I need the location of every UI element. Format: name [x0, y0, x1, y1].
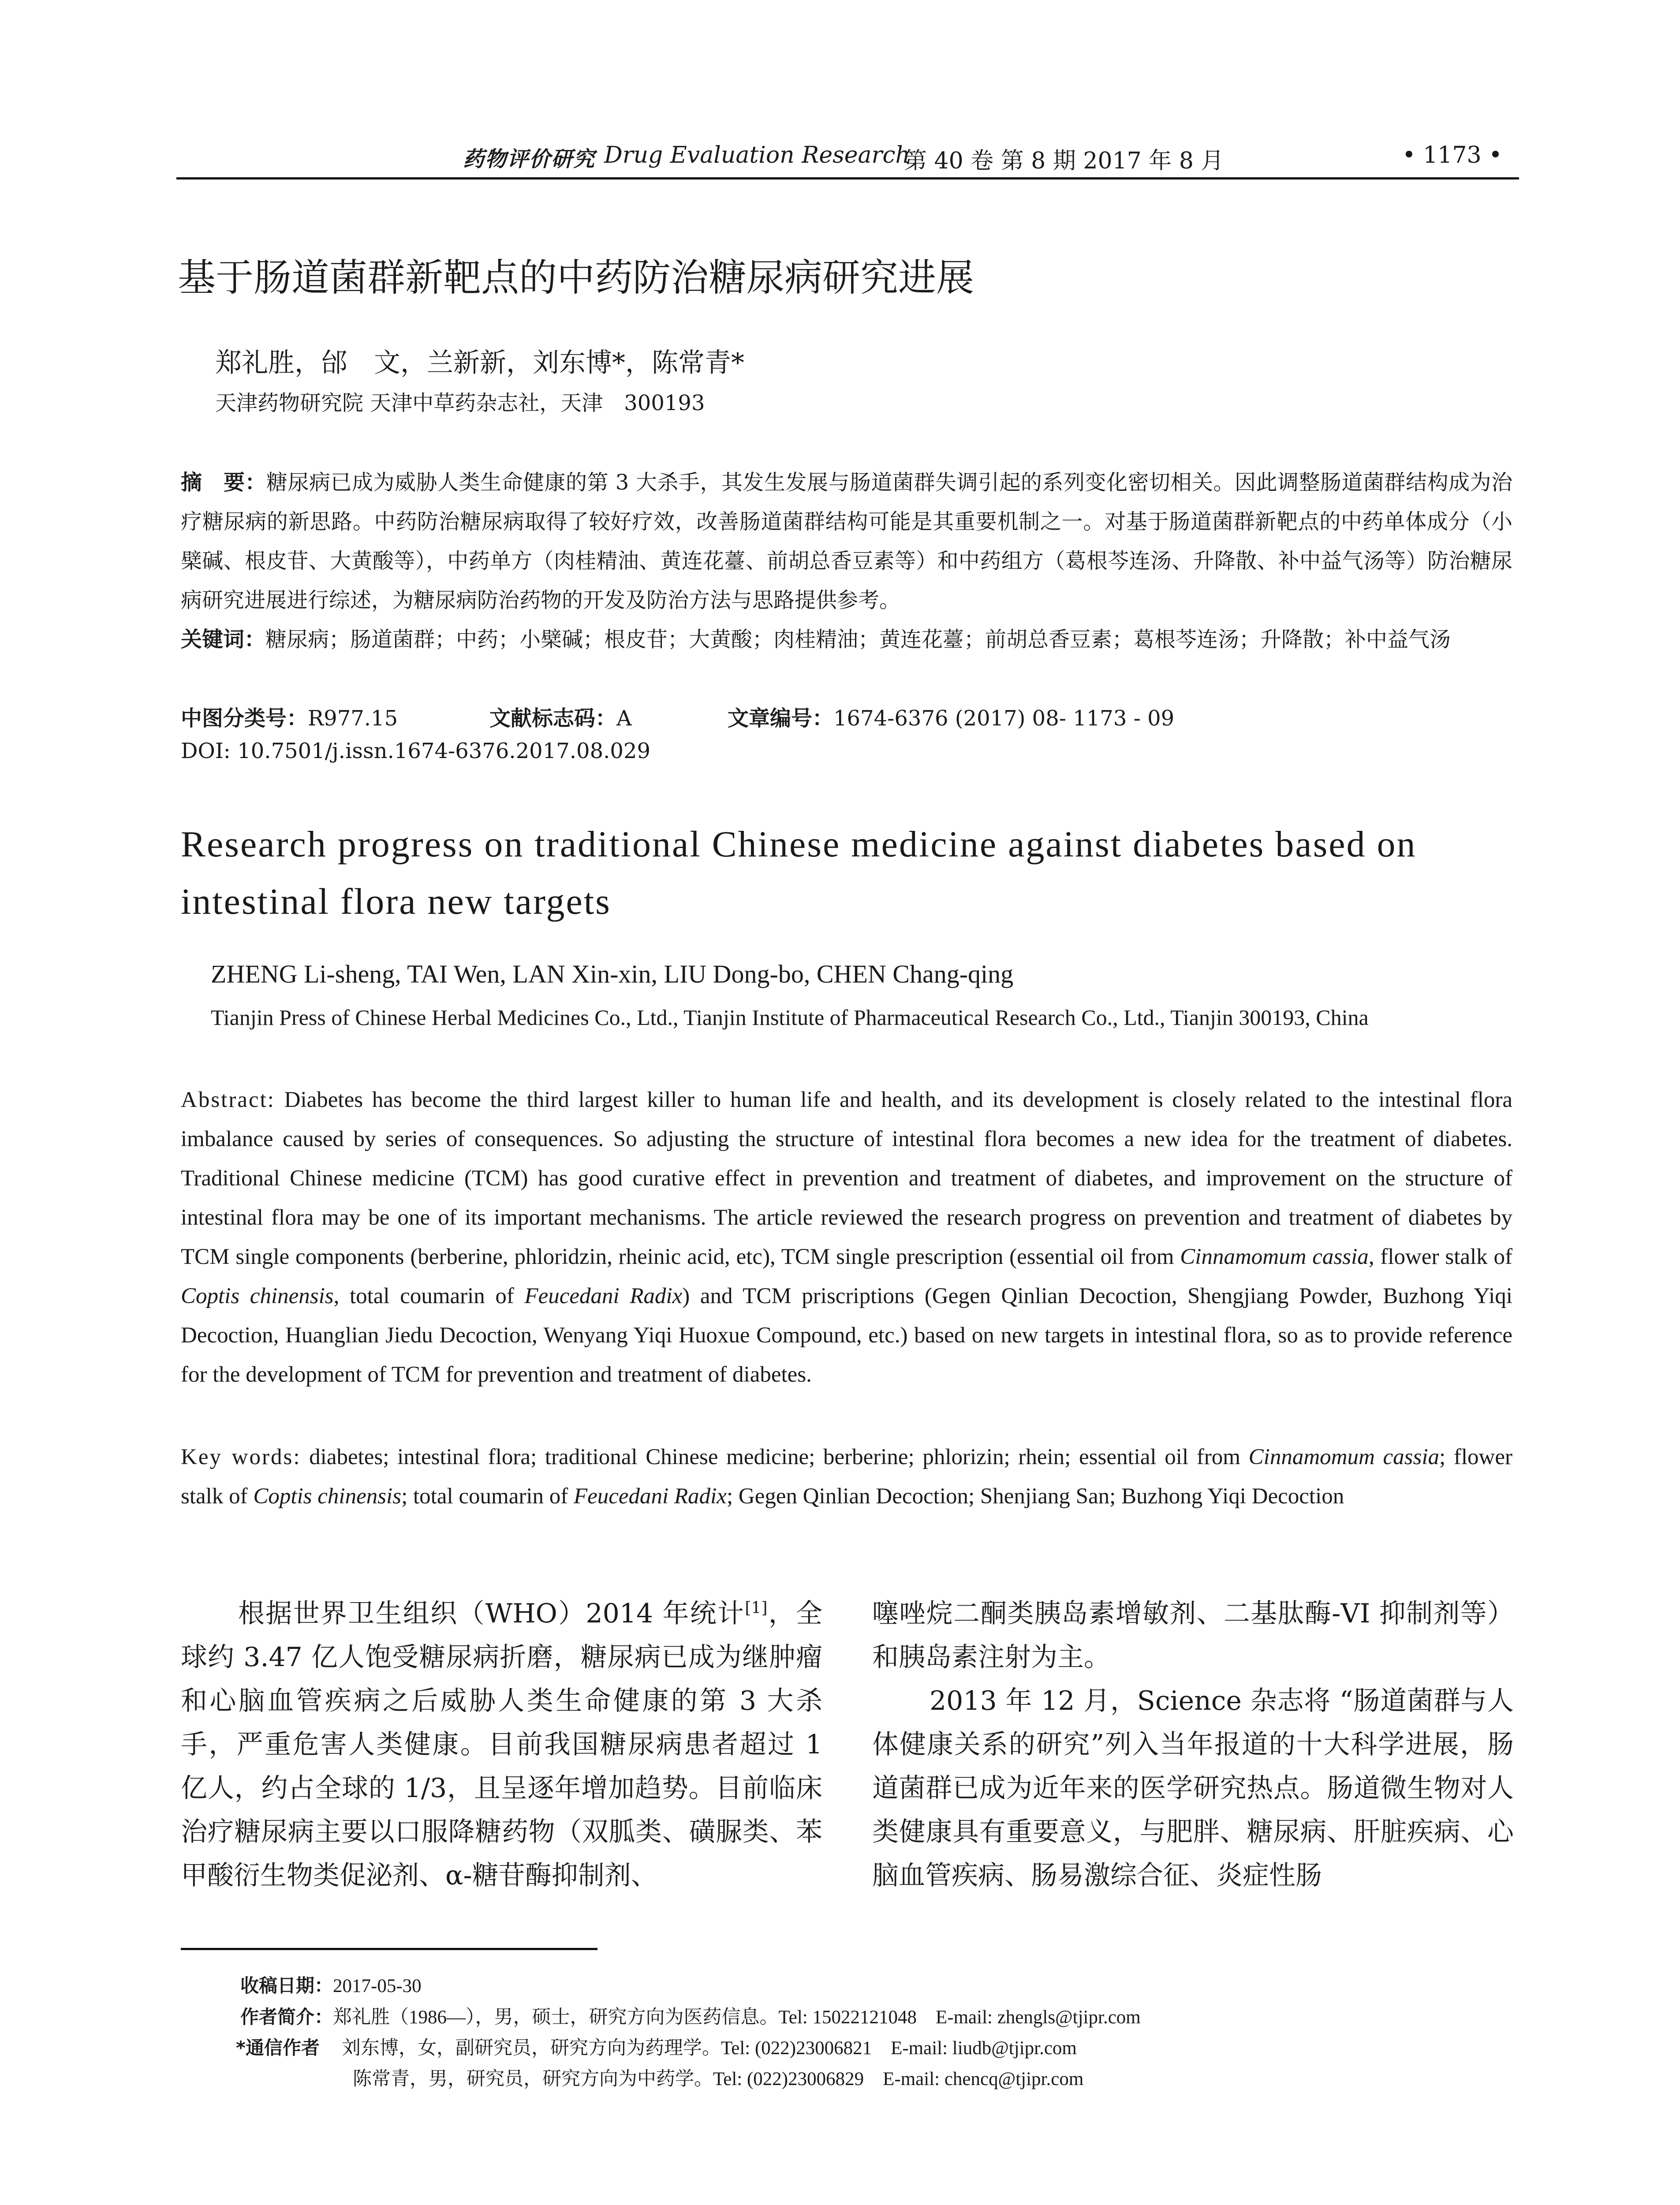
body-column-right: [872, 1592, 1514, 1898]
page-number: • 1173 •: [1402, 142, 1502, 168]
en-authors: ZHENG Li-sheng, TAI Wen, LAN Xin-xin, LIU Dong-bo, CHEN Chang-qing: [211, 960, 1014, 988]
body-paragraph: 根据世界卫生组织（WHO）2014 年统计[1]，全球约 3.47 亿人饱受糖尿病折磨，糖尿病已成为继肿瘤和心脑血管疾病之后威胁人类生命健康的第 3 大杀手，严重危害人类健康。目前我国糖尿病患者超过 1 亿人，约占全球的 1/3，且呈逐年增加趋势。目前临床治疗糖尿病主要以口服降糖药物（双胍类、磺脲类、苯甲酸衍生物类促泌剂、α-糖苷酶抑制剂、: [181, 1598, 822, 1891]
zh-keywords-text: 糖尿病；肠道菌群；中药；小檗碱；根皮苷；大黄酸；肉桂精油；黄连花薹；前胡总香豆素；葛根芩连汤；升降散；补中益气汤: [265, 627, 1451, 652]
document-code: 文献标志码：A: [489, 706, 632, 731]
journal-name: Drug Evaluation Research: [604, 142, 911, 168]
footnote-received: 收稿日期：2017-05-30: [240, 1975, 422, 1996]
doi: DOI: 10.7501/j.issn.1674-6376.2017.08.029: [181, 739, 650, 763]
classification-row: [181, 701, 1512, 741]
en-keywords: Key words: diabetes; intestinal flora; traditional Chinese medicine; berberine; phlorizin; rhein; essential oil from Cinnamomum cassia; flower stalk of Coptis chinensis; total coumarin of Feucedani Radix; Gegen Qinlian Decoction; Shenjiang San; Buzhong Yiqi Decoction: [181, 1445, 1512, 1509]
zh-keywords-label: 关键词：: [181, 627, 266, 652]
zh-title: 基于肠道菌群新靶点的中药防治糖尿病研究进展: [178, 256, 974, 300]
en-abstract: Abstract: Diabetes has become the third largest killer to human life and health, and its development is closely related to the intestinal flora imbalance caused by series of consequences. So adjusting the structure of intestinal flora becomes a new idea for the treatment of diabetes. Traditional Chinese medicine (TCM) has good curative effect in prevention and treatment of diabetes, and improvement on the structure of intestinal flora may be one of its important mechanisms. The article reviewed the research progress on prevention and treatment of diabetes by TCM single components (berberine, phloridzin, rheinic acid, etc), TCM single prescription (essential oil from Cinnamomum cassia, flower stalk of Coptis chinensis, total coumarin of Feucedani Radix) and TCM priscriptions (Gegen Qinlian Decoction, Shengjiang Powder, Buzhong Yiqi Decoction, Huanglian Jiedu Decoction, Wenyang Yiqi Huoxue Compound, etc.) based on new targets in intestinal flora, so as to provide reference for the development of TCM for prevention and treatment of diabetes.: [181, 1088, 1512, 1387]
header-rule: [176, 177, 1519, 179]
body-column-left: [181, 1592, 822, 1898]
body-paragraph: 噻唑烷二酮类胰岛素增敏剂、二基肽酶-VI 抑制剂等）和胰岛素注射为主。: [872, 1598, 1514, 1673]
footnote-author-bio: 作者简介：郑礼胜（1986—），男，硕士，研究方向为医药信息。Tel: 15022121048 E-mail: zhengls@tjipr.com: [240, 2006, 1141, 2028]
en-title: Research progress on traditional Chinese medicine against diabetes based on intestinal flora new targets: [181, 824, 1417, 922]
zh-abstract-text: 糖尿病已成为威胁人类生命健康的第 3 大杀手，其发生发展与肠道菌群失调引起的系列变化密切相关。因此调整肠道菌群结构成为治疗糖尿病的新思路。中药防治糖尿病取得了较好疗效，改善肠道菌群结构可能是其重要机制之一。对基于肠道菌群新靶点的中药单体成分（小檗碱、根皮苷、大黄酸等），中药单方（肉桂精油、黄连花薹、前胡总香豆素等）和中药组方（葛根芩连汤、升降散、补中益气汤等）防治糖尿病研究进展进行综述，为糖尿病防治药物的开发及防治方法与思路提供参考。: [181, 470, 1512, 613]
en-keywords-label: Key words:: [181, 1445, 301, 1469]
article-number: 文章编号：1674-6376 (2017) 08- 1173 - 09: [728, 706, 1175, 731]
issue-info: 第 40 卷 第 8 期 2017 年 8 月: [904, 148, 1224, 174]
zh-authors: 郑礼胜，邰 文，兰新新，刘东博*，陈常青*: [215, 348, 744, 378]
en-abstract-label: Abstract:: [181, 1088, 275, 1112]
en-affiliation: Tianjin Press of Chinese Herbal Medicines Co., Ltd., Tianjin Institute of Pharmaceutical Research Co., Ltd., Tianjin 300193, China: [211, 1005, 1369, 1030]
footnote-corresponding-2: 陈常青，男，研究员，研究方向为中药学。Tel: (022)23006829 E-mail: chencq@tjipr.com: [353, 2069, 1084, 2089]
journal-logo: 药物评价研究: [463, 147, 596, 172]
zh-abstract-label: 摘 要：: [181, 470, 266, 495]
footnote-corresponding: *通信作者 刘东博，女，副研究员，研究方向为药理学。Tel: (022)23006821 E-mail: liudb@tjipr.com: [236, 2037, 1077, 2059]
footnote-rule: [181, 1948, 597, 1950]
zh-affiliation: 天津药物研究院 天津中草药杂志社，天津 300193: [215, 391, 705, 415]
citation-ref[interactable]: [1]: [745, 1599, 768, 1617]
clc-code: 中图分类号：R977.15: [181, 706, 398, 731]
zh-abstract: [181, 463, 1512, 620]
body-paragraph: 2013 年 12 月，Science 杂志将 “肠道菌群与人体健康关系的研究”列入当年报道的十大科学进展，肠道菌群已成为近年来的医学研究热点。肠道微生物对人类健康具有重要意义，与肥胖、糖尿病、肝脏疾病、心脑血管疾病、肠易激综合征、炎症性肠: [872, 1686, 1514, 1891]
zh-keywords: [181, 620, 1512, 659]
